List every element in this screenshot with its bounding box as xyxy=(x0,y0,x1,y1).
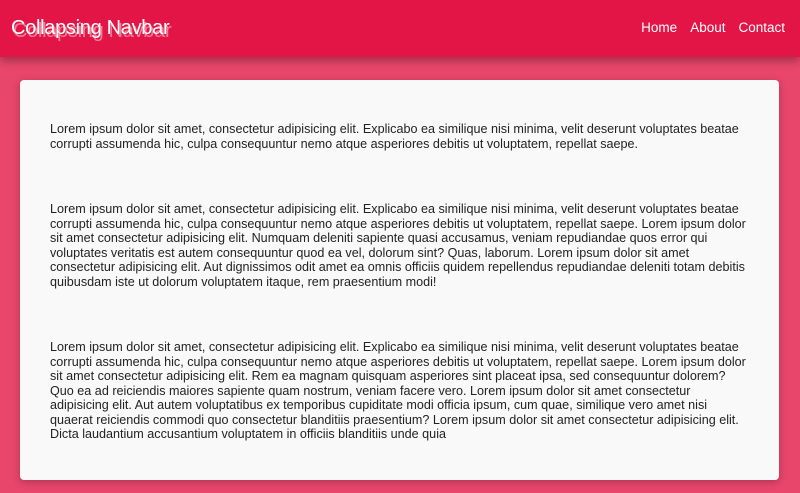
navbar xyxy=(0,0,800,57)
paragraph: Lorem ipsum dolor sit amet, consectetur adipisicing elit. Explicabo ea similique nisi minima, velit deserunt voluptates beatae corrupti assumenda hic, culpa consequuntur nemo atque asperiores debitis ut voluptatem, repellat saepe. Lorem ipsum dolor sit amet consectetur adipisicing elit. Numquam deleniti sapiente quasi accusamus, veniam repudiandae quos error qui voluptates veritatis est autem consequuntur quod ea vel, dolorum sint? Quas, laborum. Lorem ipsum dolor sit amet consectetur adipisicing elit. Aut dignissimos odit amet ea omnis officiis quidem repellendus repudiandae deleniti totam debitis quibusdam iste ut dolorum voluptatem itaque, rem praesentium modi! xyxy=(50,202,746,289)
nav-link-home[interactable]: Home xyxy=(641,20,678,35)
main-content xyxy=(50,122,752,493)
paragraph: Lorem ipsum dolor sit amet, consectetur adipisicing elit. Explicabo ea similique nisi minima, velit deserunt voluptates beatae corrupti assumenda hic, culpa consequuntur nemo atque asperiores debitis ut voluptatem, repellat saepe. Lorem ipsum dolor sit amet consectetur adipisicing elit. Rem ea magnam quisquam asperiores sint placeat ipsa, sed consequuntur dolorem? Quo ea ad reiciendis maiores sapiente quam nostrum, veniam facere vero. Lorem ipsum dolor sit amet consectetur adipisicing elit. Aut autem voluptatibus ex temporibus cupiditate modi officia ipsum, cum quae, similique vero amet nisi quaerat reiciendis commodi quo consectetur blanditiis praesentium? Lorem ipsum dolor sit amet consectetur adipisicing elit. Dicta laudantium accusantium voluptatem in officiis blanditiis unde quia xyxy=(50,340,746,441)
brand-logo[interactable]: Collapsing Navbar xyxy=(11,17,170,39)
nav-link-contact[interactable]: Contact xyxy=(738,20,785,35)
paragraph: Lorem ipsum dolor sit amet, consectetur adipisicing elit. Explicabo ea similique nisi minima, velit deserunt voluptates beatae corrupti assumenda hic, culpa consequuntur nemo atque asperiores debitis ut voluptatem, repellat saepe. xyxy=(50,122,739,151)
nav-link-about[interactable]: About xyxy=(690,20,726,35)
nav-links xyxy=(641,20,785,35)
